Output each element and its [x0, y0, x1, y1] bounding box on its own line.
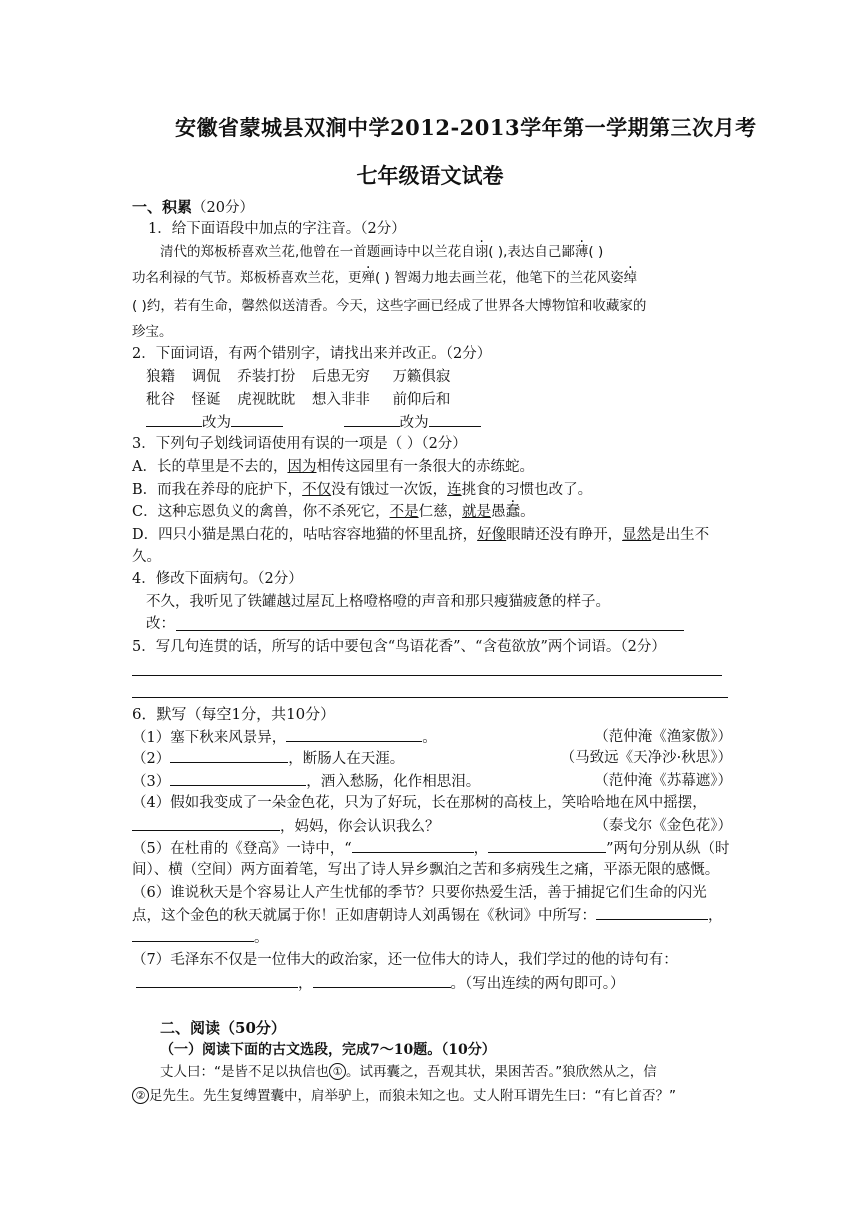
q3-option-a [132, 457, 534, 477]
section-1-title: 一、积累 [132, 198, 193, 216]
q6-item-1-source: （范仲淹《渔家傲》） [594, 729, 732, 745]
q6-text: ， [298, 976, 313, 992]
q3-option-d [132, 525, 709, 545]
q6-text: ，断肠人在天涯。 [288, 751, 405, 767]
section-1-score: （20分） [192, 200, 254, 216]
q3-text: B．而我在养母的庇护下， [132, 482, 303, 498]
q6-blank[interactable] [170, 771, 306, 786]
section-2-heading: 二、阅读（50分） [160, 1019, 286, 1037]
passage-text: 足先生。先生复缚置囊中，肩举驴上，而狼未知之也。丈人附耳谓先生曰：“有匕首否？” [149, 1088, 676, 1104]
q6-item-5-line-1 [132, 838, 730, 859]
exam-subtitle: 七年级语文试卷 [356, 163, 504, 188]
q3-option-b [132, 480, 592, 500]
q3-underlined-word: 因为 [287, 459, 317, 475]
q6-item-4-line-1: （4）假如我变成了一朵金色花，只为了好玩，长在那树的高枝上，笑哈哈地在风中摇摆， [132, 795, 707, 811]
q2-word: 万籁俱寂 [392, 369, 451, 385]
q6-blank[interactable] [170, 748, 288, 763]
q6-text: ， [473, 841, 489, 857]
q1-text: ( ) [588, 244, 604, 260]
q2-word: 虎视眈眈 [237, 392, 296, 408]
q2-blank-3[interactable] [344, 412, 400, 427]
q3-text: 挑食的习惯也改了。 [461, 482, 593, 498]
q3-dotted-char: 蠢 [505, 504, 521, 520]
q2-fix-label: 改为 [202, 415, 231, 431]
q6-text: 。 [254, 930, 269, 946]
q6-text: ”两句分别从纵（时 [606, 841, 730, 857]
q6-blank[interactable] [132, 927, 254, 942]
q6-text: 点，这个金色的秋天就属于你！正如唐朝诗人刘禹锡在《秋词》中所写： [132, 908, 596, 924]
q2-blank-1[interactable] [146, 412, 202, 427]
q6-item-7-line-1: （7）毛泽东不仅是一位伟大的政治家，还一位伟大的诗人，我们学过的他的诗句有： [132, 952, 678, 968]
q2-word: 前仰后和 [392, 392, 451, 408]
q3-text: A．长的草里是不去的， [132, 459, 288, 475]
q3-underlined-word: 不仅 [302, 482, 332, 498]
section-1-heading [132, 197, 254, 218]
q2-fix-label: 改为 [399, 415, 429, 431]
q6-item-1 [132, 727, 437, 748]
q6-item-6-line-3 [132, 927, 269, 948]
q6-blank[interactable] [136, 973, 298, 988]
q1-dotted-char: 薄 [574, 244, 589, 260]
q2-word: 乔装打扮 [237, 369, 296, 385]
q2-word: 怪诞 [191, 392, 221, 408]
q2-word-row-2 [146, 390, 450, 410]
q6-text: （1）塞下秋来风景异， [132, 730, 287, 746]
q6-text: 。 [422, 730, 437, 746]
q6-text: （3） [132, 774, 171, 790]
q3-text: 相传这园里有一条很大的赤练蛇。 [316, 459, 534, 475]
section-2-subheading: （一）阅读下面的古文选段，完成7～10题。（10分） [160, 1042, 496, 1058]
q2-stem: 2．下面词语，有两个错别字，请找出来并改正。（2分） [132, 346, 492, 362]
q6-text: （5）在杜甫的《登高》一诗中，“ [132, 841, 352, 857]
q2-word: 调侃 [191, 369, 221, 385]
q3-text: 仁慈， [418, 504, 463, 520]
q1-text: ( ),表达自己鄙 [488, 244, 575, 260]
q6-text: （2） [132, 751, 171, 767]
q3-option-d-continued: 久。 [132, 549, 161, 565]
q3-text: D．四只小猫是黑白花的，咕咕容容地猫的怀里乱挤， [132, 527, 478, 543]
q6-text: ，酒入愁肠，化作相思泪。 [306, 774, 481, 790]
q2-blank-4[interactable] [429, 412, 481, 427]
q1-passage-line-1 [160, 242, 603, 262]
q3-text: 是出生不 [651, 527, 710, 543]
q6-item-3-source: （范仲淹《苏幕遮》） [594, 773, 732, 789]
q2-word: 想入非非 [311, 392, 370, 408]
passage-text: 丈人曰：“是皆不足以执信也 [160, 1064, 329, 1080]
q6-text: ， [708, 908, 723, 924]
note-marker: ② [132, 1087, 149, 1104]
q6-item-5-line-2: 间）、横（空间）两方面着笔，写出了诗人异乡飘泊之苦和多病残生之痛，平添无限的感慨。 [132, 862, 720, 878]
q1-text: ( ) 智竭力地去画兰花，他笔下的兰花风姿 [375, 270, 624, 286]
q2-correction-line [146, 412, 481, 433]
q6-blank[interactable] [286, 727, 422, 742]
q3-underlined-word: 好像 [477, 527, 507, 543]
q3-option-c [132, 502, 535, 522]
q5-answer-line-2[interactable] [132, 697, 728, 698]
q6-item-6-line-2 [132, 905, 723, 926]
q6-item-6-line-1: （6）谁说秋天是个容易让人产生忧郁的季节？只要你热爱生活，善于捕捉它们生命的闪光 [132, 885, 707, 901]
q6-blank[interactable] [488, 838, 606, 853]
q6-blank[interactable] [596, 905, 708, 920]
q6-item-3 [132, 771, 480, 792]
note-marker: ① [329, 1063, 346, 1080]
q6-item-7-line-2 [136, 973, 625, 994]
q6-item-4-source: （泰戈尔《金色花》） [594, 818, 732, 834]
q6-item-4-line-2 [132, 816, 440, 837]
q6-text: ，妈妈，你会认识我么？ [280, 819, 440, 835]
q1-passage-line-2 [132, 268, 637, 288]
exam-title: 安徽省蒙城县双涧中学2012-2013学年第一学期第三次月考 [175, 115, 757, 140]
q1-dotted-char: 殚 [361, 270, 375, 286]
q6-text: 。（写出连续的两句即可。） [450, 976, 625, 992]
q1-text: 清代的郑板桥喜欢兰花,他曾在一首题画诗中以兰花自 [160, 244, 475, 260]
passage-line-2 [132, 1086, 676, 1106]
passage-text: 。试再囊之，吾观其状，果困苦否。”狼欣然从之，信 [346, 1064, 657, 1080]
q4-answer-line[interactable] [176, 630, 684, 631]
q6-item-2-source: （马致远《天净沙·秋思》） [560, 750, 732, 766]
q1-text: 功名利禄的气节。郑板桥喜欢兰花，更 [132, 270, 362, 286]
q3-text: C．这种忘恩负义的禽兽，你不杀死它， [132, 504, 390, 520]
q6-item-2 [132, 748, 404, 769]
q5-stem: 5．写几句连贯的话，所写的话中要包含“鸟语花香”、“含苞欲放”两个词语。（2分） [132, 639, 666, 655]
q4-fix-label: 改： [146, 616, 175, 632]
q3-text: 。 [520, 504, 535, 520]
q3-text: 眼睛还没有睁开， [506, 527, 623, 543]
q3-underlined-word: 连 [447, 482, 462, 498]
q4-sentence: 不久，我听见了铁罐越过屋瓦上格噔格噔的声音和那只瘦猫疲惫的样子。 [146, 594, 610, 610]
q6-stem: 6．默写（每空1分，共10分） [132, 705, 336, 723]
q5-answer-line-1[interactable] [132, 675, 722, 676]
q2-word: 狼籍 [146, 369, 175, 385]
q1-passage-line-4: 珍宝。 [132, 324, 173, 340]
q1-stem: 1．给下面语段中加点的字注音。（2分） [148, 221, 406, 237]
q4-stem: 4．修改下面病句。（2分） [132, 571, 303, 587]
q3-text: 愚 [491, 504, 506, 520]
q6-blank[interactable] [132, 816, 280, 831]
q2-word: 秕谷 [146, 392, 175, 408]
q1-dotted-char: 诩 [474, 244, 489, 260]
q1-passage-line-3: ( )约，若有生命，馨然似送清香。今天，这些字画已经成了世界各大博物馆和收藏家的 [132, 298, 647, 314]
q2-word-row-1 [146, 367, 450, 387]
q2-word: 后患无穷 [311, 369, 370, 385]
q6-blank[interactable] [352, 838, 474, 853]
q3-underlined-word: 不是 [389, 504, 419, 520]
passage-line-1 [160, 1062, 657, 1082]
q6-blank[interactable] [313, 973, 451, 988]
q3-underlined-word: 就是 [462, 504, 492, 520]
q1-dotted-char: 绰 [623, 270, 638, 286]
q3-underlined-word: 显然 [622, 527, 652, 543]
q3-text: 没有饿过一次饭， [331, 482, 448, 498]
q2-blank-2[interactable] [231, 412, 283, 427]
q3-stem: 3．下列句子划线词语使用有误的一项是（ ）（2分） [132, 436, 467, 452]
